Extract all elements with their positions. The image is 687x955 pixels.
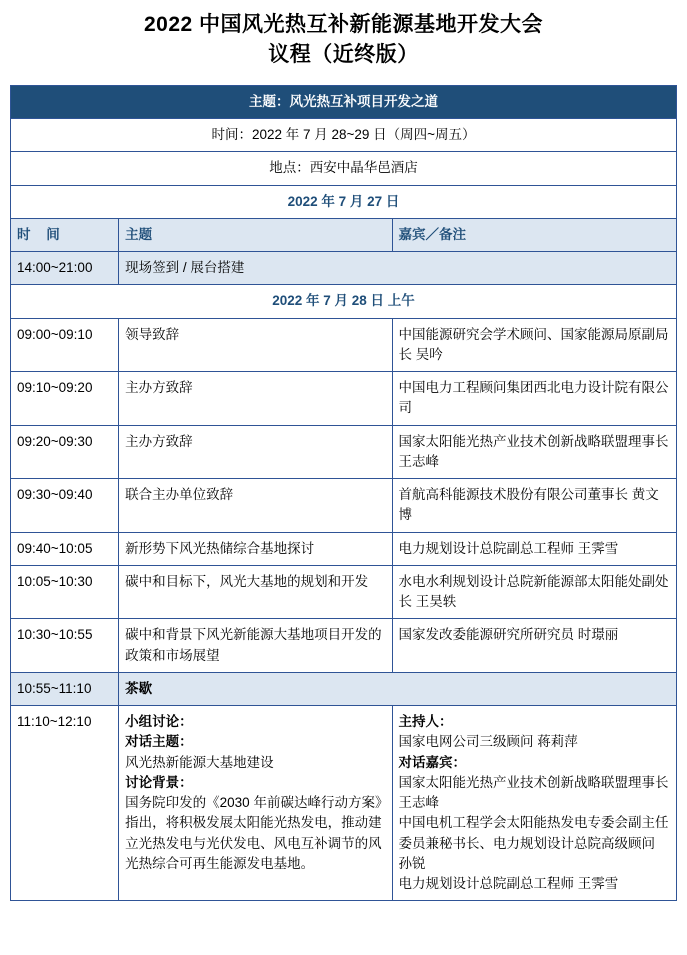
break-row [11, 672, 677, 705]
date-label-1: 2022 年 7 月 27 日 [11, 185, 677, 218]
panel-discussion-row [11, 706, 677, 901]
table-row [11, 532, 677, 565]
column-header-topic: 主题 [119, 218, 392, 251]
row-topic: 茶歇 [119, 672, 677, 705]
panel-host-label: 主持人： [398, 714, 453, 730]
column-header-row [11, 218, 677, 251]
row-time: 09:10~09:20 [11, 372, 119, 426]
panel-background-text: 国务院印发的《2030 年前碳达峰行动方案》指出，将积极发展太阳能光热发电，推动建立光热发电与光伏发电、风电互补调节的风光热综合可再生能源发电基地。 [125, 795, 382, 871]
table-row [11, 252, 677, 285]
table-row [11, 318, 677, 372]
table-row [11, 619, 677, 673]
row-guest: 国家太阳能光热产业技术创新战略联盟理事长 王志峰 [392, 425, 676, 479]
table-row [11, 479, 677, 533]
column-header-guest: 嘉宾／备注 [392, 218, 676, 251]
row-guest: 水电水利规划设计总院新能源部太阳能处副处长 王昊轶 [392, 565, 676, 619]
row-topic: 新形势下风光热储综合基地探讨 [119, 532, 392, 565]
panel-panelist-1: 国家太阳能光热产业技术创新战略联盟理事长 王志峰 [398, 774, 669, 811]
panel-background-label: 讨论背景： [125, 774, 193, 790]
date-header-row-1 [11, 185, 677, 218]
row-guest: 电力规划设计总院副总工程师 王霁雪 [392, 532, 676, 565]
column-header-time: 时 间 [11, 218, 119, 251]
row-topic: 主办方致辞 [119, 372, 392, 426]
row-topic: 主办方致辞 [119, 425, 392, 479]
theme-banner-row [11, 85, 677, 118]
panel-time: 11:10~12:10 [11, 706, 119, 901]
panel-guest-cell [392, 706, 676, 901]
panel-host-name: 国家电网公司三级顾问 蒋莉萍 [398, 734, 578, 750]
row-time: 14:00~21:00 [11, 252, 119, 285]
panel-panelist-2: 中国电机工程学会太阳能热发电专委会副主任委员兼秘书长、电力规划设计总院高级顾问 孙锐 [398, 815, 669, 871]
row-time: 10:30~10:55 [11, 619, 119, 673]
meeting-time: 时间：2022 年 7 月 28~29 日（周四~周五） [11, 119, 677, 152]
table-row [11, 565, 677, 619]
row-time: 09:30~09:40 [11, 479, 119, 533]
page-title [10, 10, 677, 71]
theme-banner: 主题：风光热互补项目开发之道 [11, 85, 677, 118]
panel-topic-cell [119, 706, 392, 901]
title-line-2: 议程（近终版） [268, 43, 419, 67]
row-topic: 领导致辞 [119, 318, 392, 372]
panel-panelist-3: 电力规划设计总院副总工程师 王霁雪 [398, 876, 619, 892]
panel-panelists-label: 对话嘉宾： [398, 754, 467, 770]
row-time: 09:40~10:05 [11, 532, 119, 565]
table-row [11, 425, 677, 479]
date-label-2: 2022 年 7 月 28 日 上午 [11, 285, 677, 318]
row-topic: 碳中和目标下，风光大基地的规划和开发 [119, 565, 392, 619]
table-row [11, 372, 677, 426]
panel-theme-text: 风光热新能源大基地建设 [125, 754, 274, 770]
row-topic: 碳中和背景下风光新能源大基地项目开发的政策和市场展望 [119, 619, 392, 673]
row-time: 10:55~11:10 [11, 672, 119, 705]
row-guest: 中国能源研究会学术顾问、国家能源局原副局长 吴吟 [392, 318, 676, 372]
row-guest: 中国电力工程顾问集团西北电力设计院有限公司 [392, 372, 676, 426]
row-guest: 国家发改委能源研究所研究员 时璟丽 [392, 619, 676, 673]
date-header-row-2 [11, 285, 677, 318]
panel-theme-label: 对话主题： [125, 734, 193, 750]
title-line-1: 2022 中国风光热互补新能源基地开发大会 [143, 13, 544, 36]
panel-group-label: 小组讨论： [125, 714, 193, 730]
row-time: 09:20~09:30 [11, 425, 119, 479]
row-topic: 现场签到 / 展台搭建 [119, 252, 677, 285]
row-topic: 联合主办单位致辞 [119, 479, 392, 533]
row-guest: 首航高科能源技术股份有限公司董事长 黄文博 [392, 479, 676, 533]
row-time: 09:00~09:10 [11, 318, 119, 372]
agenda-table [10, 85, 677, 902]
row-time: 10:05~10:30 [11, 565, 119, 619]
meta-time-row [11, 119, 677, 152]
meeting-place: 地点：西安中晶华邑酒店 [11, 152, 677, 185]
meta-place-row [11, 152, 677, 185]
